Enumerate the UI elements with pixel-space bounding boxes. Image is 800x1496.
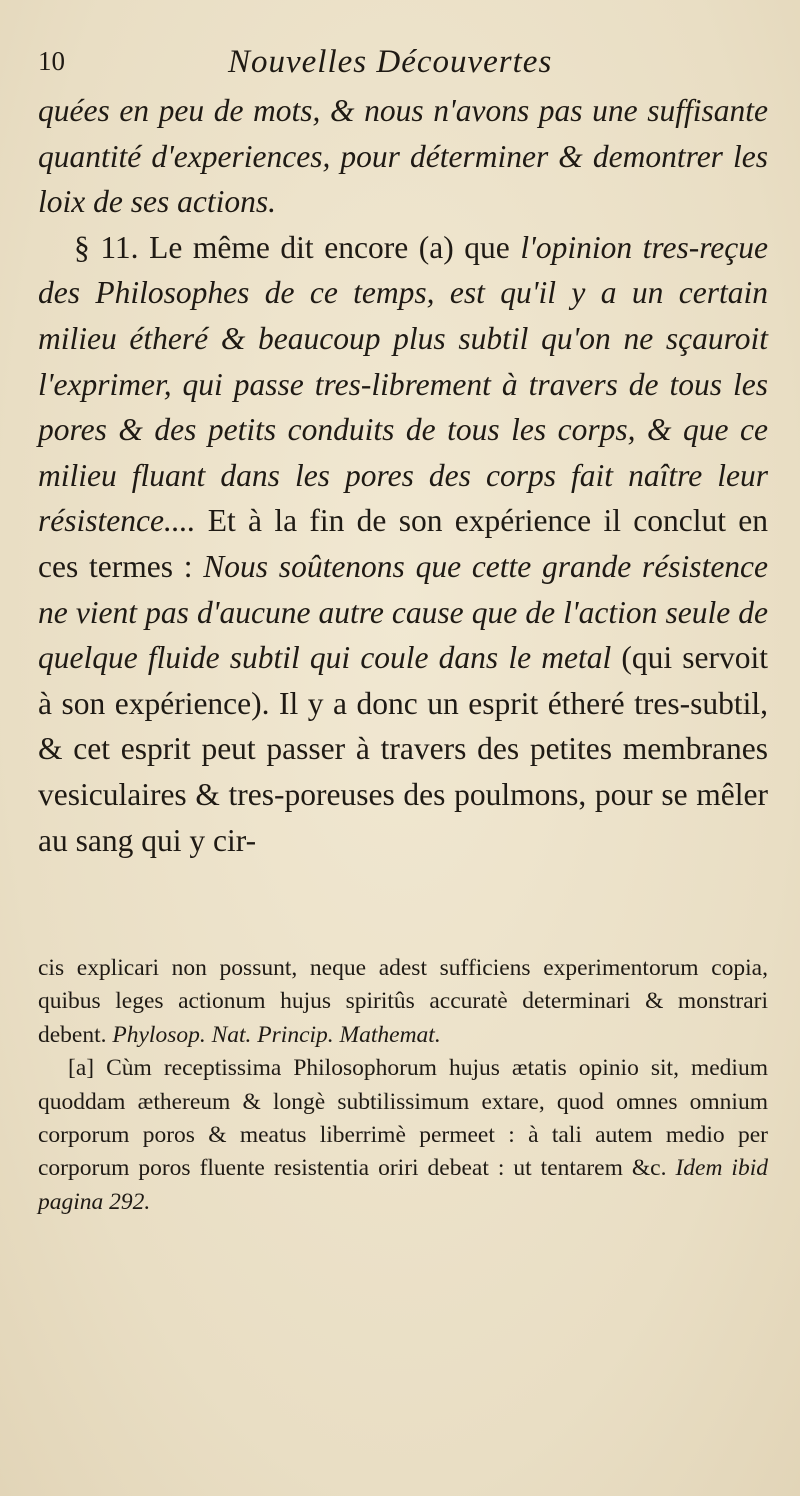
- page-header: [38, 44, 778, 84]
- footnote-1-text: cis explicari non possunt, neque adest sufficiens experimentorum copia, quibus leges actionum hujus spiritûs accuratè determinari & monstrari debent.: [38, 955, 768, 1048]
- paragraph-2-quote-2: Nous soûtenons que cette grande résistence ne vient pas d'aucune autre cause que de l'action seule de quelque fluide subtil qui coule dans le metal: [38, 548, 769, 676]
- paragraph-2-quote-1: l'opinion tres-reçue des Philosophes de ce temps, est qu'il y a un certain milieu étheré & beaucoup plus subtil qu'on ne sçauroit l'exprimer, qui passe tres-librement à travers de tous les pores & des petits conduits de tous les corps, & que ce milieu fluant dans les pores des corps fait naître leur résistence....: [38, 229, 768, 539]
- paragraph-2-start: § 11. Le même dit encore (a) que: [74, 229, 521, 265]
- paragraph-2-middle: Et à la fin de son expérience il conclut en ces termes :: [38, 503, 768, 584]
- page-number: 10: [38, 46, 65, 76]
- paragraph-2-end: (qui servoit à son expérience). Il y a donc un esprit étheré tres-subtil, & cet esprit peut passer à travers des petites membranes vesiculaires & tres-poreuses des poulmons, pour se mêler au sang qui y cir-: [38, 640, 768, 858]
- footnote-2-source: Idem ibid pagina 292.: [38, 1155, 768, 1215]
- main-text: [38, 88, 768, 863]
- paragraph-1: [38, 88, 768, 225]
- running-head: Nouvelles Découvertes: [228, 44, 553, 80]
- footnote-1: [38, 952, 768, 1052]
- footnote-2-text: [a] Cùm receptissima Philosophorum hujus ætatis opinio sit, medium quoddam æthereum & longè subtilissimum extare, quod omnes omnium corporum poros & meatus liberrimè permeet : à tali autem medio per corporum poros fluente resistentia oriri debeat : ut tentarem &c.: [38, 1055, 768, 1182]
- footnotes: [38, 952, 768, 1219]
- paragraph-2: [38, 225, 768, 863]
- footnote-2: [38, 1052, 768, 1219]
- footnote-1-source: Phylosop. Nat. Princip. Mathemat.: [112, 1021, 441, 1048]
- paragraph-1-text: quées en peu de mots, & nous n'avons pas une suffisante quantité d'experiences, pour déterminer & demontrer les loix de ses actions.: [38, 93, 768, 220]
